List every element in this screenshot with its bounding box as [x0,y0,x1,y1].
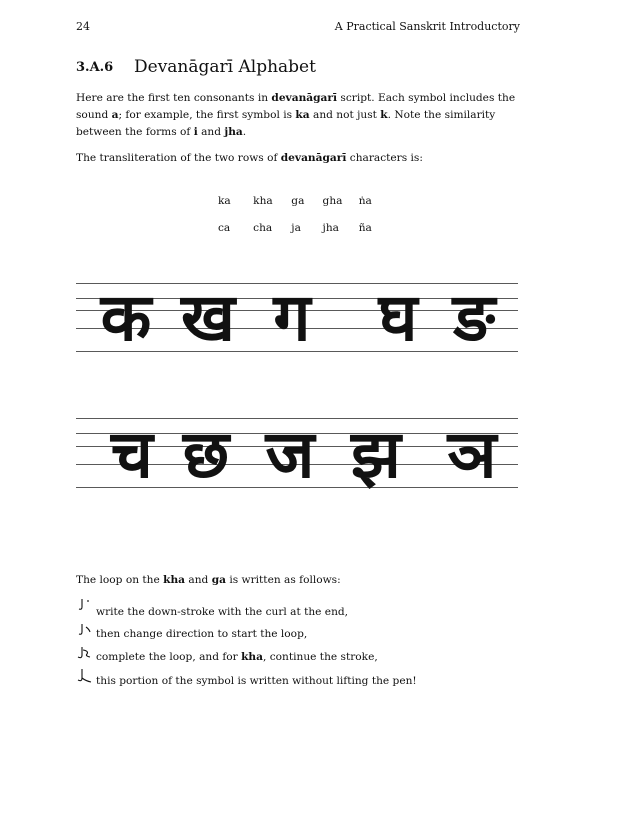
intro-line-2: sound a; for example, the first symbol is ka and not just k. Note the similarity [76,109,496,121]
glyph-ja: ज [265,417,315,491]
translit-cha: cha [253,222,273,234]
translit-ka: ka [218,195,231,207]
glyph-gha: घ [378,282,418,354]
loop-intro: The loop on the kha and ga is written as follows: [76,574,341,586]
glyph-ca: च [111,417,153,491]
loop-step-2: then change direction to start the loop, [96,628,308,640]
transliteration-row-1 [218,195,388,207]
stroke-step-3-icon [76,645,92,661]
translit-jha: jha [322,222,339,234]
translit-ca: ca [218,222,231,234]
translit-ga: ga [291,195,305,207]
devanagari-practice-row-2 [76,417,518,491]
translit-nya: ña [358,222,372,234]
intro-line-3: between the forms of i and jha. [76,126,247,138]
glyph-nga: ङ [452,282,496,354]
glyph-nya: ञ [447,417,497,491]
translit-ja: ja [291,222,301,234]
translit-gha: gha [322,195,343,207]
section-title: Devanāgarī Alphabet [134,57,316,77]
loop-step-3: complete the loop, and for kha, continue the stroke, [96,651,378,663]
intro-line-1: Here are the first ten consonants in devanāgarī script. Each symbol includes the [76,92,516,104]
page-number: 24 [76,20,90,33]
glyph-jha: झ [351,417,401,491]
section-number: 3.A.6 [76,60,114,75]
glyph-cha: छ [182,417,230,491]
translit-nga: ṅa [358,195,372,207]
glyph-kha: ख [181,282,235,354]
loop-step-4: this portion of the symbol is written without lifting the pen! [96,675,417,687]
glyph-ka: क [100,282,152,354]
devanagari-practice-row-1 [76,282,518,354]
running-header: A Practical Sanskrit Introductory [334,20,520,33]
loop-step-1: write the down-stroke with the curl at the end, [96,606,349,618]
transliteration-intro: The transliteration of the two rows of devanāgarī characters is: [76,152,423,164]
stroke-step-4-icon [76,668,92,684]
glyph-ga: ग [273,282,311,354]
transliteration-row-2 [218,222,388,234]
stroke-step-2-icon [76,622,92,638]
translit-kha: kha [253,195,273,207]
stroke-step-1-icon [76,598,92,614]
